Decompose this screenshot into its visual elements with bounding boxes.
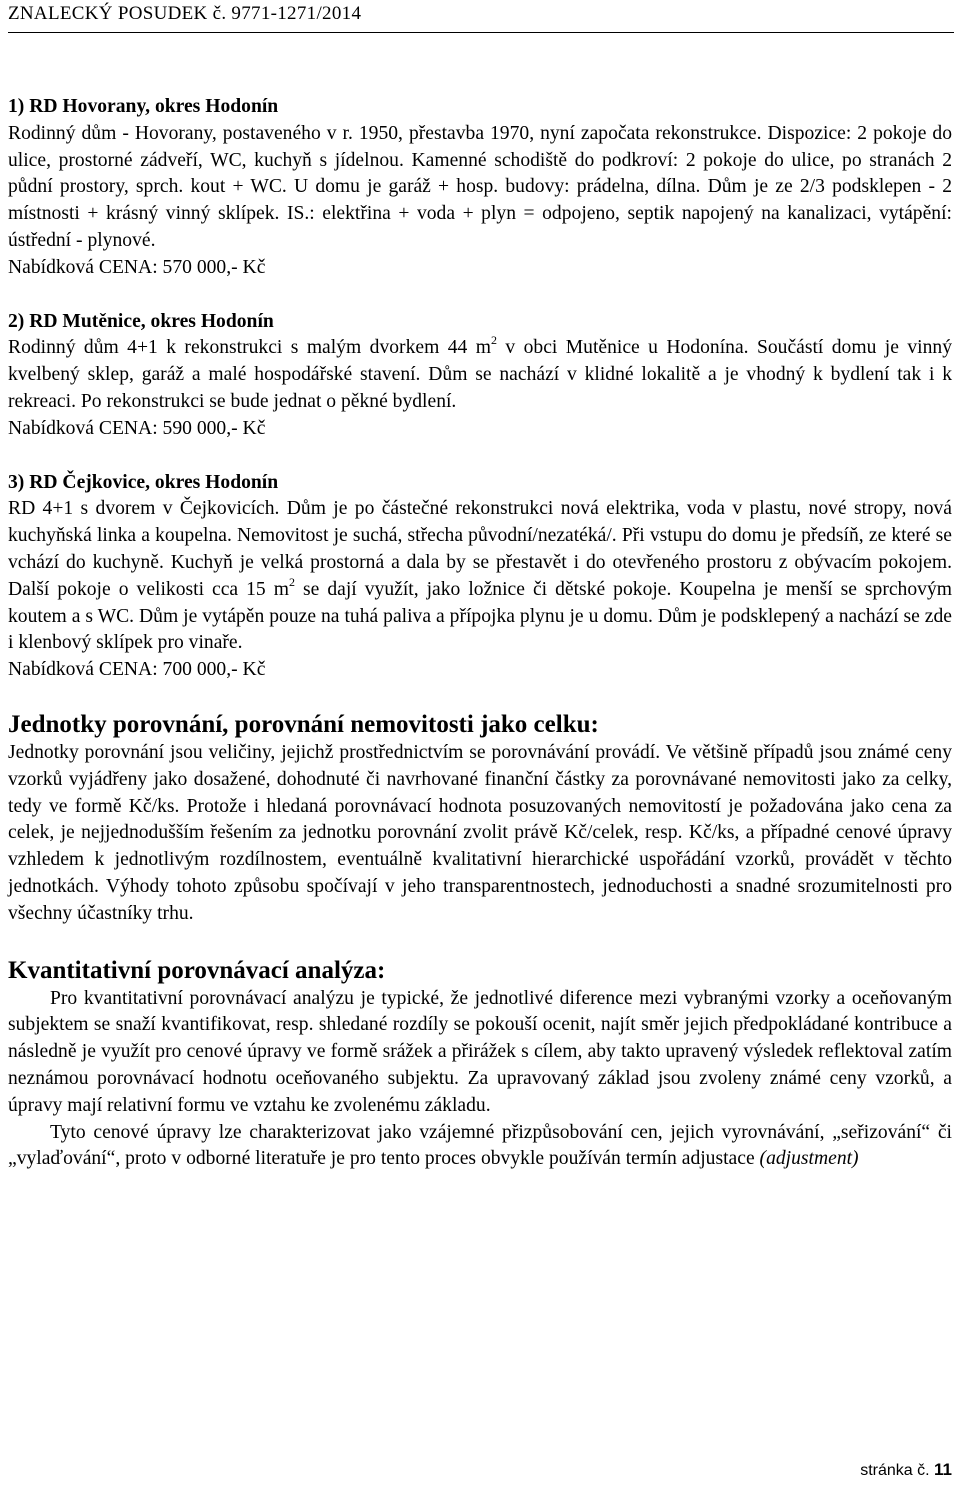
page-number: 11 xyxy=(934,1460,952,1479)
listing-mutenice xyxy=(8,309,952,443)
listing-description xyxy=(8,335,952,415)
listing-price: Nabídková CENA: 570 000,- Kč xyxy=(8,256,266,278)
listing-price: Nabídková CENA: 590 000,- Kč xyxy=(8,417,266,439)
listing-title: 3) RD Čejkovice, okres Hodonín xyxy=(8,471,279,493)
superscript: 2 xyxy=(490,333,497,348)
listing-title: 2) RD Mutěnice, okres Hodonín xyxy=(8,310,274,332)
header-divider xyxy=(8,32,954,33)
listing-description xyxy=(8,496,952,657)
document-body xyxy=(8,94,952,1173)
superscript: 2 xyxy=(288,574,295,589)
listing-hovorany xyxy=(8,94,952,282)
page-label: stránka č. xyxy=(860,1462,935,1479)
description-part: se dají využít, jako ložnice či dětské pokoje. Koupelna je menší se sprchovým koutem a s WC. Dům je vytápěn pouze na tuhá paliva a přípojka plynu je u domu. Dům je podsklepený a nachází se zde i klenbový sklípek pro vinaře. xyxy=(8,578,952,654)
section-heading-quantitative: Kvantitativní porovnávací analýza: xyxy=(8,956,386,984)
description-part: RD 4+1 s dvorem v Čejkovicích. Dům je po částečné rekonstrukci nová elektrika, voda v plastu, nové stropy, nová kuchyňská linka a koupelna. Nemovitost je suchá, střecha původní/nezatéká/. Při vstupu do domu je předsíň, ze které se vchází do kuchyně. Kuchyň je velká prostorná a dala by se přestavět i do otevřeného prostoru z obývacím pokojem. Další pokoje o velikosti cca 15 m xyxy=(8,498,952,600)
listing-price: Nabídková CENA: 700 000,- Kč xyxy=(8,659,266,681)
document-header: ZNALECKÝ POSUDEK č. 9771-1271/2014 xyxy=(8,3,362,24)
listing-cejkovice xyxy=(8,470,952,684)
description-part: Rodinný dům 4+1 k rekonstrukci s malým dvorkem 44 m xyxy=(8,337,491,359)
paragraph-text: Tyto cenové úpravy lze charakterizovat jako vzájemné přizpůsobování cen, jejich vyrovnávání, „seřizování“ či „vylaďování“, proto v odborné literatuře je pro tento proces obvykle používán termín adjustace xyxy=(8,1121,952,1170)
section-paragraph: Pro kvantitativní porovnávací analýzu je typické, že jednotlivé diference mezi vybranými vzorky a oceňovaným subjektem se snaží kvantifikovat, resp. shledané rozdíly se pokouší ocenit, najít směr jejich předpokládané kontribuce a následně je využít pro cenové úpravy ve formě srážek a přirážek s cílem, aby takto upravený výsledek reflektoval zatím neznámou porovnávací hodnotu oceňovaného subjektu. Za upravovaný základ jsou zvoleny známé ceny vzorků, a úpravy mají relativní formu ve vztahu ke zvolenému základu. xyxy=(8,987,952,1116)
page-footer xyxy=(860,1460,952,1480)
listing-title: 1) RD Hovorany, okres Hodonín xyxy=(8,96,279,117)
listing-description: Rodinný dům - Hovorany, postaveného v r. 1950, přestavba 1970, nyní započata rekonstrukce. Dispozice: 2 pokoje do ulice, prostorné zádveří, WC, kuchyň s jídelnou. Kamenné schodiště do podkroví: 2 pokoje do ulice, po stranách 2 půdní prostory, sprch. kout + WC. U domu je garáž + hosp. budovy: prádelna, dílna. Dům je ze 2/3 podsklepen - 2 místnosti + krásný vinný sklípek. IS.: elektřina + voda + plyn = odpojeno, septik napojený na kanalizaci, vytápění: ústřední - plynové. xyxy=(8,122,952,251)
section-heading-units: Jednotky porovnání, porovnání nemovitosti jako celku: xyxy=(8,710,599,738)
section-paragraph: Jednotky porovnání jsou veličiny, jejichž prostřednictvím se porovnávání provádí. Ve většině případů jsou známé ceny vzorků vyjádřeny jako dosažené, dohodnuté či navrhované finanční částky za porovnávané nemovitosti jako za celky, tedy ve formě Kč/ks. Protože i hledaná porovnávací hodnota posuzovaných nemovitostí je požadována jako cena za celek, je nejjednodušším řešením za jednotku porovnání zvolit právě Kč/celek, resp. Kč/ks, a případné cenové úpravy vzhledem k jednotlivým rozdílnostem, eventuálně kvalitativní hierarchické uspořádání vzorků, provádět v těchto jednotkách. Výhody tohoto způsobu spočívají v jeho transparentnostech, jednoduchosti a snadné srozumitelnosti pro všechny účastníky trhu. xyxy=(8,741,952,924)
section-paragraph xyxy=(8,1120,952,1174)
italic-term: (adjustment) xyxy=(759,1148,859,1170)
description-part: v obci Mutěnice u Hodonína. Součástí domu je vinný kvelbený sklep, garáž a malé hospodářské stavení. Dům se nachází v klidné lokalitě a je vhodný k bydlení tak i k rekreaci. Po rekonstrukci se bude jednat o pěkné bydlení. xyxy=(8,337,952,412)
